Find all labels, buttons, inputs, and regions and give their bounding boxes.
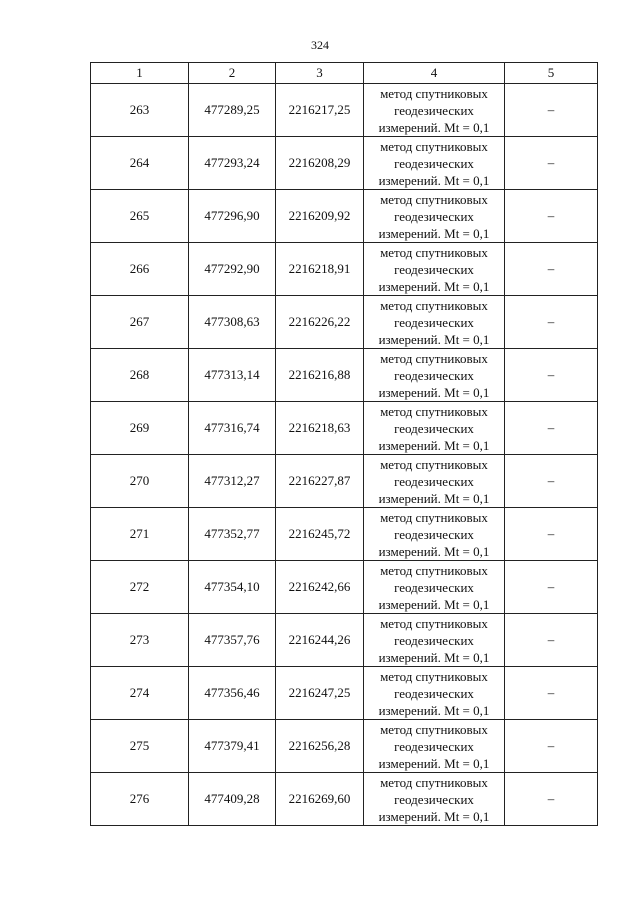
note-cell: – bbox=[505, 190, 598, 243]
method-line: измерений. Mt = 0,1 bbox=[378, 596, 490, 612]
x-coordinate-cell: 477409,28 bbox=[189, 773, 276, 826]
method-line: измерений. Mt = 0,1 bbox=[378, 437, 490, 453]
y-coordinate-cell: 2216269,60 bbox=[276, 773, 364, 826]
method-cell bbox=[364, 773, 505, 826]
method-line: измерений. Mt = 0,1 bbox=[378, 649, 490, 665]
note-cell: – bbox=[505, 84, 598, 137]
coordinates-table bbox=[90, 62, 598, 826]
note-cell: – bbox=[505, 614, 598, 667]
note-cell: – bbox=[505, 667, 598, 720]
method-cell bbox=[364, 561, 505, 614]
x-coordinate-cell: 477379,41 bbox=[189, 720, 276, 773]
method-line: геодезических bbox=[394, 155, 474, 171]
method-line: метод спутниковых bbox=[380, 509, 488, 525]
note-cell: – bbox=[505, 349, 598, 402]
x-coordinate-cell: 477293,24 bbox=[189, 137, 276, 190]
point-number-cell: 271 bbox=[91, 508, 189, 561]
point-number-cell: 266 bbox=[91, 243, 189, 296]
x-coordinate-cell: 477312,27 bbox=[189, 455, 276, 508]
x-coordinate-cell: 477289,25 bbox=[189, 84, 276, 137]
x-coordinate-cell: 477316,74 bbox=[189, 402, 276, 455]
y-coordinate-cell: 2216216,88 bbox=[276, 349, 364, 402]
method-line: геодезических bbox=[394, 102, 474, 118]
method-line: геодезических bbox=[394, 579, 474, 595]
method-line: метод спутниковых bbox=[380, 721, 488, 737]
point-number-cell: 267 bbox=[91, 296, 189, 349]
method-line: метод спутниковых bbox=[380, 138, 488, 154]
method-line: измерений. Mt = 0,1 bbox=[378, 278, 490, 294]
method-line: геодезических bbox=[394, 526, 474, 542]
x-coordinate-cell: 477296,90 bbox=[189, 190, 276, 243]
y-coordinate-cell: 2216209,92 bbox=[276, 190, 364, 243]
method-cell bbox=[364, 243, 505, 296]
method-cell bbox=[364, 349, 505, 402]
point-number-cell: 268 bbox=[91, 349, 189, 402]
method-cell bbox=[364, 137, 505, 190]
method-line: геодезических bbox=[394, 791, 474, 807]
point-number-cell: 265 bbox=[91, 190, 189, 243]
method-cell bbox=[364, 190, 505, 243]
method-cell bbox=[364, 296, 505, 349]
point-number-cell: 272 bbox=[91, 561, 189, 614]
table-header-row bbox=[91, 63, 598, 84]
method-line: измерений. Mt = 0,1 bbox=[378, 755, 490, 771]
table-row bbox=[91, 508, 598, 561]
note-cell: – bbox=[505, 402, 598, 455]
column-header-2: 2 bbox=[189, 63, 276, 84]
method-line: метод спутниковых bbox=[380, 774, 488, 790]
x-coordinate-cell: 477352,77 bbox=[189, 508, 276, 561]
point-number-cell: 274 bbox=[91, 667, 189, 720]
table-row bbox=[91, 402, 598, 455]
method-line: метод спутниковых bbox=[380, 350, 488, 366]
point-number-cell: 269 bbox=[91, 402, 189, 455]
column-header-5: 5 bbox=[505, 63, 598, 84]
method-line: измерений. Mt = 0,1 bbox=[378, 172, 490, 188]
point-number-cell: 276 bbox=[91, 773, 189, 826]
method-cell bbox=[364, 402, 505, 455]
x-coordinate-cell: 477313,14 bbox=[189, 349, 276, 402]
y-coordinate-cell: 2216217,25 bbox=[276, 84, 364, 137]
method-line: измерений. Mt = 0,1 bbox=[378, 490, 490, 506]
note-cell: – bbox=[505, 508, 598, 561]
y-coordinate-cell: 2216208,29 bbox=[276, 137, 364, 190]
table-row bbox=[91, 455, 598, 508]
method-cell bbox=[364, 720, 505, 773]
table-row bbox=[91, 84, 598, 137]
y-coordinate-cell: 2216226,22 bbox=[276, 296, 364, 349]
method-line: геодезических bbox=[394, 685, 474, 701]
table-row bbox=[91, 720, 598, 773]
table-row bbox=[91, 773, 598, 826]
method-line: измерений. Mt = 0,1 bbox=[378, 543, 490, 559]
table-body bbox=[91, 84, 598, 826]
x-coordinate-cell: 477356,46 bbox=[189, 667, 276, 720]
method-line: измерений. Mt = 0,1 bbox=[378, 331, 490, 347]
method-cell bbox=[364, 455, 505, 508]
method-line: измерений. Mt = 0,1 bbox=[378, 384, 490, 400]
y-coordinate-cell: 2216227,87 bbox=[276, 455, 364, 508]
y-coordinate-cell: 2216218,63 bbox=[276, 402, 364, 455]
method-cell bbox=[364, 614, 505, 667]
column-header-3: 3 bbox=[276, 63, 364, 84]
note-cell: – bbox=[505, 296, 598, 349]
note-cell: – bbox=[505, 243, 598, 296]
note-cell: – bbox=[505, 455, 598, 508]
column-header-1: 1 bbox=[91, 63, 189, 84]
page-number: 324 bbox=[311, 38, 329, 52]
method-line: метод спутниковых bbox=[380, 85, 488, 101]
x-coordinate-cell: 477354,10 bbox=[189, 561, 276, 614]
table-row bbox=[91, 349, 598, 402]
y-coordinate-cell: 2216218,91 bbox=[276, 243, 364, 296]
method-cell bbox=[364, 84, 505, 137]
method-line: геодезических bbox=[394, 261, 474, 277]
method-line: измерений. Mt = 0,1 bbox=[378, 225, 490, 241]
column-header-4: 4 bbox=[364, 63, 505, 84]
x-coordinate-cell: 477357,76 bbox=[189, 614, 276, 667]
y-coordinate-cell: 2216247,25 bbox=[276, 667, 364, 720]
method-line: метод спутниковых bbox=[380, 615, 488, 631]
table-row bbox=[91, 667, 598, 720]
method-line: метод спутниковых bbox=[380, 297, 488, 313]
note-cell: – bbox=[505, 773, 598, 826]
method-line: метод спутниковых bbox=[380, 668, 488, 684]
method-line: измерений. Mt = 0,1 bbox=[378, 702, 490, 718]
method-line: метод спутниковых bbox=[380, 562, 488, 578]
point-number-cell: 264 bbox=[91, 137, 189, 190]
method-line: метод спутниковых bbox=[380, 403, 488, 419]
y-coordinate-cell: 2216244,26 bbox=[276, 614, 364, 667]
method-cell bbox=[364, 667, 505, 720]
method-line: геодезических bbox=[394, 367, 474, 383]
note-cell: – bbox=[505, 561, 598, 614]
y-coordinate-cell: 2216245,72 bbox=[276, 508, 364, 561]
method-line: метод спутниковых bbox=[380, 456, 488, 472]
method-cell bbox=[364, 508, 505, 561]
table-row bbox=[91, 243, 598, 296]
method-line: геодезических bbox=[394, 208, 474, 224]
method-line: геодезических bbox=[394, 473, 474, 489]
point-number-cell: 270 bbox=[91, 455, 189, 508]
method-line: метод спутниковых bbox=[380, 244, 488, 260]
method-line: геодезических bbox=[394, 314, 474, 330]
method-line: измерений. Mt = 0,1 bbox=[378, 808, 490, 824]
x-coordinate-cell: 477292,90 bbox=[189, 243, 276, 296]
method-line: геодезических bbox=[394, 420, 474, 436]
table-row bbox=[91, 296, 598, 349]
method-line: геодезических bbox=[394, 632, 474, 648]
table-row bbox=[91, 561, 598, 614]
point-number-cell: 275 bbox=[91, 720, 189, 773]
table-row bbox=[91, 137, 598, 190]
table-row bbox=[91, 614, 598, 667]
note-cell: – bbox=[505, 720, 598, 773]
x-coordinate-cell: 477308,63 bbox=[189, 296, 276, 349]
note-cell: – bbox=[505, 137, 598, 190]
method-line: измерений. Mt = 0,1 bbox=[378, 119, 490, 135]
y-coordinate-cell: 2216242,66 bbox=[276, 561, 364, 614]
method-line: метод спутниковых bbox=[380, 191, 488, 207]
point-number-cell: 273 bbox=[91, 614, 189, 667]
method-line: геодезических bbox=[394, 738, 474, 754]
y-coordinate-cell: 2216256,28 bbox=[276, 720, 364, 773]
table-row bbox=[91, 190, 598, 243]
point-number-cell: 263 bbox=[91, 84, 189, 137]
